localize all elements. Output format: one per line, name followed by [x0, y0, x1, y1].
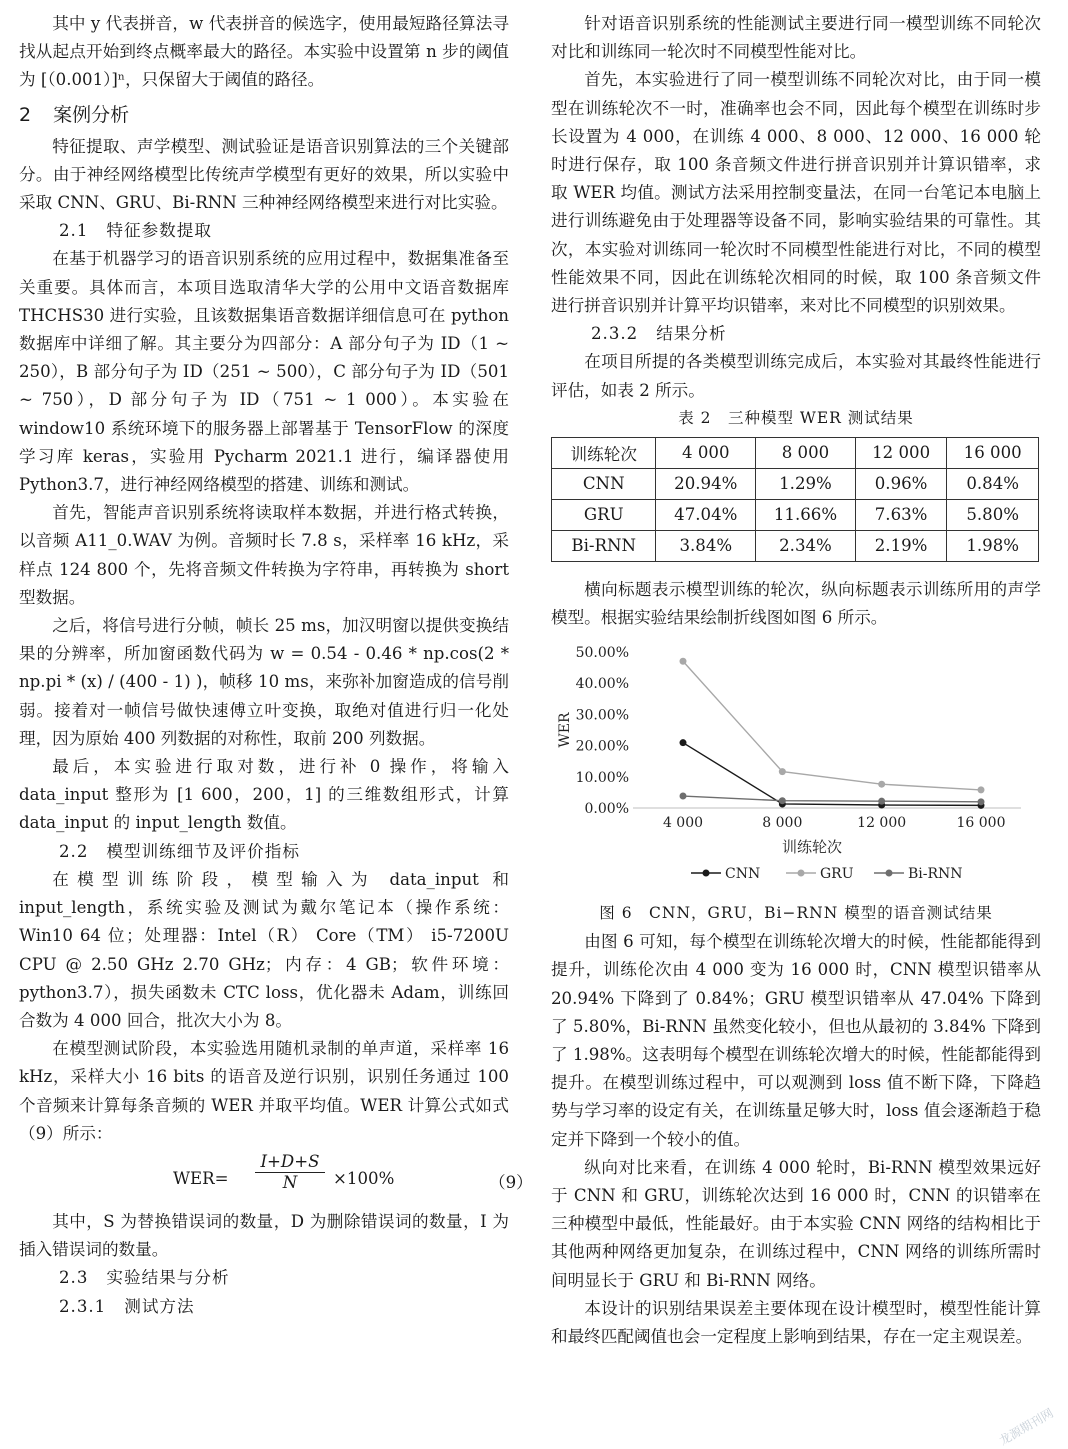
- figure-caption: 图 6 CNN，GRU，Bi−RNN 模型的语音测试结果: [599, 904, 993, 923]
- y-tick-label: 20.00%: [575, 738, 629, 755]
- data-point-gru: [978, 787, 985, 794]
- paragraph: 其中，S 为替换错误词的数量，D 为删除错误词的数量，I 为插入错误词的数量。: [19, 1211, 509, 1260]
- left-column: [19, 10, 533, 1321]
- table-header-cell: 训练轮次: [552, 437, 656, 468]
- paragraph: 在项目所提的各类模型训练完成后，本实验对其最终性能进行评估，如表 2 所示。: [551, 352, 1041, 400]
- table-header-cell: 8 000: [756, 437, 856, 468]
- paragraph: 横向标题表示模型训练的轮次，纵向标题表示训练所用的声学模型。根据实验结果绘制折线图如图 6 所示。: [551, 579, 1041, 628]
- subsubsection-heading: [59, 1293, 509, 1321]
- formula-fraction: [255, 1152, 325, 1192]
- table-cell: 2.34%: [756, 530, 856, 561]
- table-header-cell: 12 000: [855, 437, 947, 468]
- legend-marker-gru: [798, 870, 805, 877]
- subsection-title: 特征参数提取: [106, 221, 212, 241]
- paragraph: 特征提取、声学模型、测试验证是语音识别算法的三个关键部分。由于神经网络模型比传统声学模型有更好的效果，所以实验中采取 CNN、GRU、Bi-RNN 三种神经网络模型来进行对比实验。: [19, 136, 509, 213]
- data-point-gru: [680, 658, 687, 665]
- paragraph: 之后，将信号进行分帧，帧长 25 ms，加汉明窗以提供变换结果的分辨率，所加窗函数代码为 w = 0.54 - 0.46 * np.cos(2 * np.pi * (x) / (400 - 1) )，帧移 10 ms，来弥补加窗造成的信号削弱。接着对一帧信号做快速傅立叶变换，取绝对值进行归一化处理，因为原始 400 列数据的对称性，取前 200 列数据。: [19, 616, 509, 748]
- table-cell: 1.29%: [756, 468, 856, 499]
- data-point-bi-rnn: [779, 797, 786, 804]
- table-cell: 0.96%: [855, 468, 947, 499]
- legend-marker-bi-rnn: [886, 870, 893, 877]
- formula-numerator: I+D+S: [255, 1152, 325, 1173]
- subsubsection-number: 2.3.1: [59, 1296, 107, 1316]
- y-axis-label: WER: [557, 712, 573, 748]
- y-tick-label: 40.00%: [575, 676, 629, 693]
- subsection-number: 2.2: [59, 841, 89, 861]
- legend-label: GRU: [820, 866, 854, 883]
- subsubsection-title: 结果分析: [656, 324, 727, 344]
- paragraph: 针对语音识别系统的性能测试主要进行同一模型训练不同轮次对比和训练同一轮次时不同模型性能对比。: [551, 14, 1041, 62]
- table-cell: CNN: [552, 468, 656, 499]
- paragraph: 其中 y 代表拼音，w 代表拼音的候选字，使用最短路径算法寻找从起点开始到终点概率最大的路径。本实验中设置第 n 步的阈值为 [（0.001）]ⁿ，只保留大于阈值的路径。: [19, 14, 509, 90]
- table-row: [552, 530, 1039, 561]
- table-cell: 2.19%: [855, 530, 947, 561]
- table-cell: 1.98%: [947, 530, 1039, 561]
- right-column: [551, 10, 1041, 1351]
- series-line-cnn: [683, 743, 981, 806]
- data-point-gru: [878, 781, 885, 788]
- formula-times: ×100%: [333, 1168, 395, 1188]
- table-header-row: [552, 437, 1039, 468]
- table-cell: GRU: [552, 499, 656, 530]
- data-point-bi-rnn: [878, 798, 885, 805]
- table-cell: Bi-RNN: [552, 530, 656, 561]
- x-tick-label: 16 000: [956, 815, 1006, 832]
- table-cell: 11.66%: [756, 499, 856, 530]
- subsection-title: 模型训练细节及评价指标: [106, 841, 300, 861]
- subsection-number: 2.3: [59, 1268, 89, 1288]
- y-tick-label: 0.00%: [584, 801, 629, 818]
- data-point-bi-rnn: [680, 793, 687, 800]
- watermark: 龙源期刊网: [996, 1405, 1056, 1448]
- paragraph: 首先，本实验进行了同一模型训练不同轮次对比，由于同一模型在训练轮次不一时，准确率也会不同，因此每个模型在训练时步长设置为 4 000，在训练 4 000、8 000、12 000、16 000 轮时进行保存，取 100 条音频文件进行拼音识别并计算识错率，求取 WER 均值。测试方法采用控制变量法，在同一台笔记本电脑上进行训练避免由于处理器等设备不同，影响实验结果的可靠性。其次，本实验对训练同一轮次时不同模型性能进行对比，不同的模型性能效果不同，因此在训练轮次相同的时候，取 100 条音频文件进行拼音识别并计算平均识错率，来对比不同模型的识别效果。: [551, 70, 1041, 316]
- x-tick-label: 8 000: [762, 815, 803, 832]
- paragraph: 纵向对比来看，在训练 4 000 轮时，Bi-RNN 模型效果远好于 CNN 和 GRU，训练轮次达到 16 000 时，CNN 的识错率在三种模型中最低，性能最好。由于本实验 CNN 网络的结构相比于其他两种网络更加复杂，在训练过程中，CNN 网络的训练所需时间明显长于 GRU 和 Bi-RNN 网络。: [551, 1157, 1041, 1290]
- x-axis-label: 训练轮次: [781, 838, 843, 857]
- x-tick-label: 12 000: [857, 815, 907, 832]
- table-cell: 47.04%: [656, 499, 756, 530]
- subsection-heading: [59, 838, 509, 866]
- section-heading: [19, 101, 509, 129]
- paragraph: 在基于机器学习的语音识别系统的应用过程中，数据集准备至关重要。具体而言，本项目选取清华大学的公用中文语音数据库 THCHS30 进行实验，且该数据集语音数据详细信息可在 python 数据库中详细了解。其主要分为四部分：A 部分句子为 ID（1 ~ 250），B 部分句子为 ID（251 ~ 500），C 部分句子为 ID（501 ~ 750），D 部分句子为 ID（751 ~ 1 000）。本实验在 window10 系统环境下的服务器上部署基于 TensorFlow 的深度学习库 keras，实验用 Pycharm 2021.1 进行，编译器使用 Python3.7，进行神经网络模型的搭建、训练和测试。: [19, 249, 509, 495]
- y-tick-label: 50.00%: [575, 645, 629, 662]
- y-tick-label: 30.00%: [575, 707, 629, 724]
- legend-label: Bi-RNN: [908, 866, 963, 883]
- section-number: 2: [19, 103, 32, 126]
- wer-formula: [19, 1151, 533, 1206]
- paragraph: 在模型测试阶段，本实验选用随机录制的单声道，采样率 16 kHz，采样大小 16 bits 的语音及逆行识别，识别任务通过 100 个音频来计算每条音频的 WER 并取平均值。WER 计算公式如式（9）所示：: [19, 1039, 509, 1143]
- table-cell: 0.84%: [947, 468, 1039, 499]
- paragraph: 由图 6 可知，每个模型在训练轮次增大的时候，性能都能得到提升，训练伦次由 4 000 变为 16 000 时，CNN 模型识错率从 20.94% 下降到了 0.84%；GRU 模型识错率从 47.04% 下降到了 5.80%，Bi-RNN 虽然变化较小，但也从最初的 3.84% 下降到了 1.98%。这表明每个模型在训练轮次增大的时候，性能都能得到提升。在模型训练过程中，可以观测到 loss 值不断下降，下降趋势与学习率的设定有关，在训练量足够大时，loss 值会逐渐趋于稳定并下降到一个较小的值。: [551, 932, 1041, 1149]
- series-line-bi-rnn: [683, 796, 981, 802]
- subsection-heading: [59, 217, 509, 245]
- table-cell: 20.94%: [656, 468, 756, 499]
- table-row: [552, 499, 1039, 530]
- data-point-gru: [779, 768, 786, 775]
- x-tick-label: 4 000: [662, 815, 704, 832]
- paragraph: 本设计的识别结果误差主要体现在设计模型时，模型性能计算和最终匹配阈值也会一定程度上影响到结果，存在一定主观误差。: [551, 1298, 1041, 1347]
- section-title: 案例分析: [53, 103, 130, 126]
- wer-line-chart: [551, 638, 1041, 898]
- subsubsection-title: 测试方法: [124, 1296, 195, 1316]
- data-point-bi-rnn: [978, 799, 985, 806]
- legend-label: CNN: [725, 866, 761, 883]
- legend-marker-cnn: [703, 870, 710, 877]
- table-header-cell: 16 000: [947, 437, 1039, 468]
- paragraph: 在模型训练阶段，模型输入为 data_input 和 input_length，系统实验及测试为戴尔笔记本（操作系统：Win10 64 位；处理器：Intel（R） Core（TM） i5-7200U CPU @ 2.50 GHz 2.70 GHz；内存：4 GB；软件环境：python3.7），损失函数未 CTC loss，优化器未 Adam，训练回合数为 4 000 回合，批次大小为 8。: [19, 869, 509, 1030]
- equation-number: （9）: [489, 1172, 533, 1192]
- subsubsection-heading: [591, 320, 1041, 348]
- formula-denominator: N: [282, 1172, 298, 1192]
- chart-svg: [551, 638, 1041, 898]
- results-table: [551, 437, 1039, 562]
- table-header-cell: 4 000: [656, 437, 756, 468]
- table-cell: 3.84%: [656, 530, 756, 561]
- subsubsection-number: 2.3.2: [591, 324, 639, 344]
- table-cell: 7.63%: [855, 499, 947, 530]
- y-tick-label: 10.00%: [575, 770, 629, 787]
- subsection-title: 实验结果与分析: [106, 1268, 230, 1288]
- table-cell: 5.80%: [947, 499, 1039, 530]
- table-row: [552, 468, 1039, 499]
- subsection-heading: [59, 1264, 509, 1292]
- data-point-cnn: [680, 739, 687, 746]
- paragraph: 首先，智能声音识别系统将读取样本数据，并进行格式转换，以音频 A11_0.WAV 为例。音频时长 7.8 s，采样率 16 kHz，采样点 124 800 个，先将音频文件转换为字符串，再转换为 short 型数据。: [19, 503, 509, 607]
- table-caption: 表 2 三种模型 WER 测试结果: [678, 408, 914, 427]
- subsection-number: 2.1: [59, 221, 89, 241]
- paragraph: 最后，本实验进行取对数，进行补 0 操作，将输入 data_input 整形为 [1 600，200，1] 的三维数组形式，计算 data_input 的 input_length 数值。: [19, 757, 509, 833]
- formula-lhs: WER=: [173, 1168, 229, 1188]
